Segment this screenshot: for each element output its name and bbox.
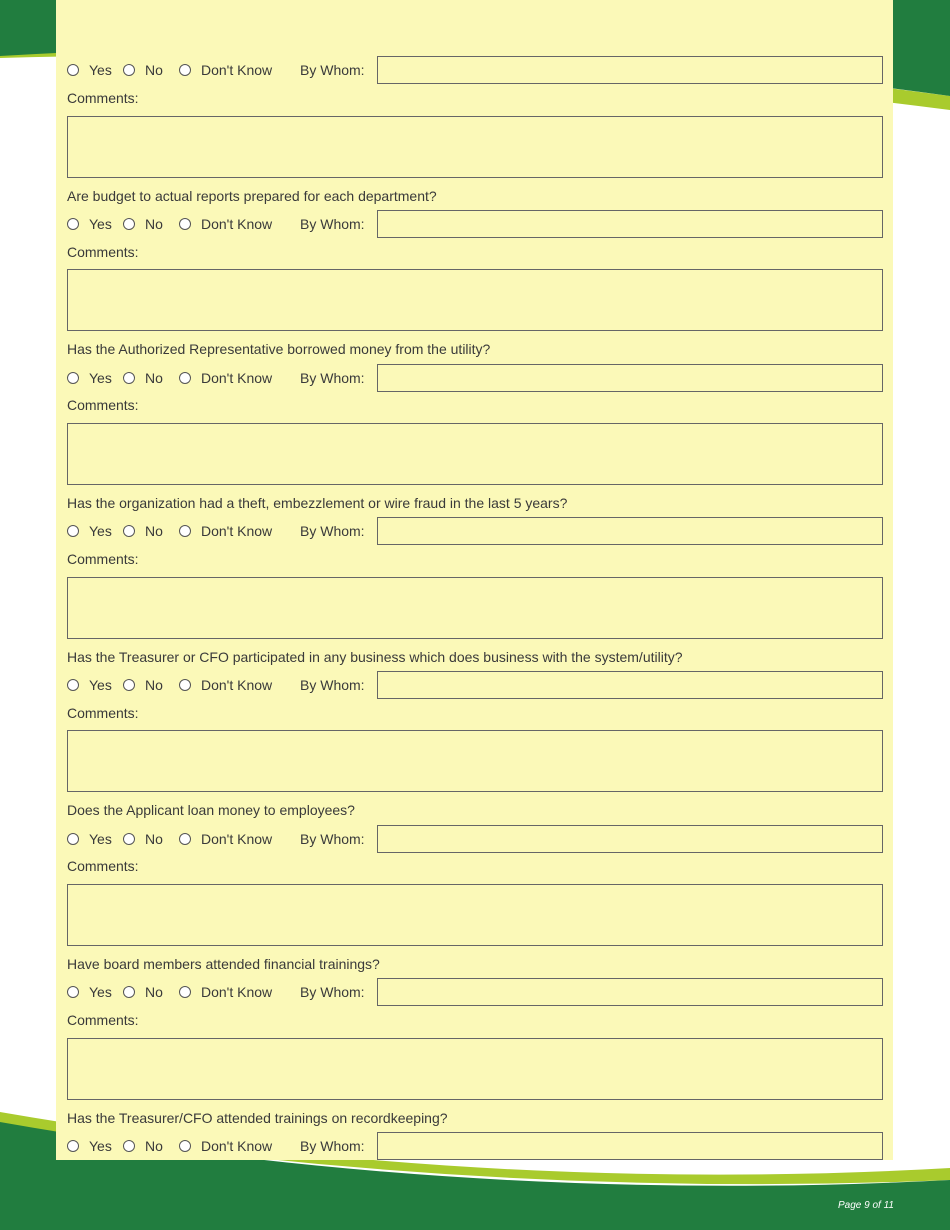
radio-icon[interactable] xyxy=(179,64,191,76)
answer-row: Yes No Don't Know By Whom: xyxy=(67,364,883,392)
by-whom-field[interactable] xyxy=(377,517,883,545)
radio-icon[interactable] xyxy=(67,1140,79,1152)
comments-label: Comments: xyxy=(67,1012,139,1028)
radio-icon[interactable] xyxy=(179,372,191,384)
radio-icon[interactable] xyxy=(123,64,135,76)
comments-label: Comments: xyxy=(67,244,139,260)
radio-icon[interactable] xyxy=(179,679,191,691)
radio-icon[interactable] xyxy=(67,833,79,845)
comments-label: Comments: xyxy=(67,705,139,721)
answer-row: Yes No Don't Know By Whom: xyxy=(67,1132,883,1160)
radio-icon[interactable] xyxy=(67,372,79,384)
by-whom-label: By Whom: xyxy=(300,831,365,847)
comments-label: Comments: xyxy=(67,90,139,106)
by-whom-label: By Whom: xyxy=(300,370,365,386)
radio-icon[interactable] xyxy=(67,64,79,76)
by-whom-label: By Whom: xyxy=(300,984,365,1000)
question-budget-reports: Are budget to actual reports prepared for each department? xyxy=(67,188,437,204)
comments-field[interactable] xyxy=(67,1038,883,1100)
comments-label: Comments: xyxy=(67,397,139,413)
question-loan-employees: Does the Applicant loan money to employees? xyxy=(67,802,355,818)
by-whom-field[interactable] xyxy=(377,364,883,392)
radio-icon[interactable] xyxy=(123,525,135,537)
radio-icon[interactable] xyxy=(67,679,79,691)
comments-label: Comments: xyxy=(67,551,139,567)
by-whom-field[interactable] xyxy=(377,1132,883,1160)
by-whom-field[interactable] xyxy=(377,56,883,84)
comments-field[interactable] xyxy=(67,269,883,331)
page-number: Page 9 of 11 xyxy=(838,1200,894,1211)
radio-icon[interactable] xyxy=(123,218,135,230)
radio-icon[interactable] xyxy=(179,833,191,845)
answer-row: Yes No Don't Know By Whom: xyxy=(67,210,883,238)
question-treasurer-business: Has the Treasurer or CFO participated in any business which does business with the system/utility? xyxy=(67,649,683,665)
answer-row: Yes No Don't Know By Whom: xyxy=(67,671,883,699)
radio-icon[interactable] xyxy=(179,218,191,230)
answer-row: Yes No Don't Know By Whom: xyxy=(67,56,883,84)
by-whom-label: By Whom: xyxy=(300,62,365,78)
by-whom-label: By Whom: xyxy=(300,1138,365,1154)
comments-field[interactable] xyxy=(67,577,883,639)
radio-icon[interactable] xyxy=(123,986,135,998)
comments-label: Comments: xyxy=(67,858,139,874)
question-theft-fraud: Has the organization had a theft, embezzlement or wire fraud in the last 5 years? xyxy=(67,495,568,511)
by-whom-field[interactable] xyxy=(377,671,883,699)
radio-icon[interactable] xyxy=(67,986,79,998)
radio-icon[interactable] xyxy=(179,1140,191,1152)
by-whom-field[interactable] xyxy=(377,825,883,853)
question-recordkeeping-trainings: Has the Treasurer/CFO attended trainings on recordkeeping? xyxy=(67,1110,448,1126)
comments-field[interactable] xyxy=(67,730,883,792)
radio-icon[interactable] xyxy=(123,833,135,845)
radio-icon[interactable] xyxy=(123,679,135,691)
question-borrowed-money: Has the Authorized Representative borrowed money from the utility? xyxy=(67,341,491,357)
by-whom-label: By Whom: xyxy=(300,216,365,232)
by-whom-label: By Whom: xyxy=(300,523,365,539)
radio-icon[interactable] xyxy=(123,1140,135,1152)
radio-icon[interactable] xyxy=(123,372,135,384)
radio-icon[interactable] xyxy=(67,218,79,230)
comments-field[interactable] xyxy=(67,423,883,485)
by-whom-label: By Whom: xyxy=(300,677,365,693)
radio-icon[interactable] xyxy=(179,525,191,537)
answer-row: Yes No Don't Know By Whom: xyxy=(67,978,883,1006)
question-board-trainings: Have board members attended financial trainings? xyxy=(67,956,380,972)
by-whom-field[interactable] xyxy=(377,210,883,238)
radio-icon[interactable] xyxy=(67,525,79,537)
answer-row: Yes No Don't Know By Whom: xyxy=(67,517,883,545)
by-whom-field[interactable] xyxy=(377,978,883,1006)
answer-row: Yes No Don't Know By Whom: xyxy=(67,825,883,853)
comments-field[interactable] xyxy=(67,116,883,178)
radio-icon[interactable] xyxy=(179,986,191,998)
comments-field[interactable] xyxy=(67,884,883,946)
